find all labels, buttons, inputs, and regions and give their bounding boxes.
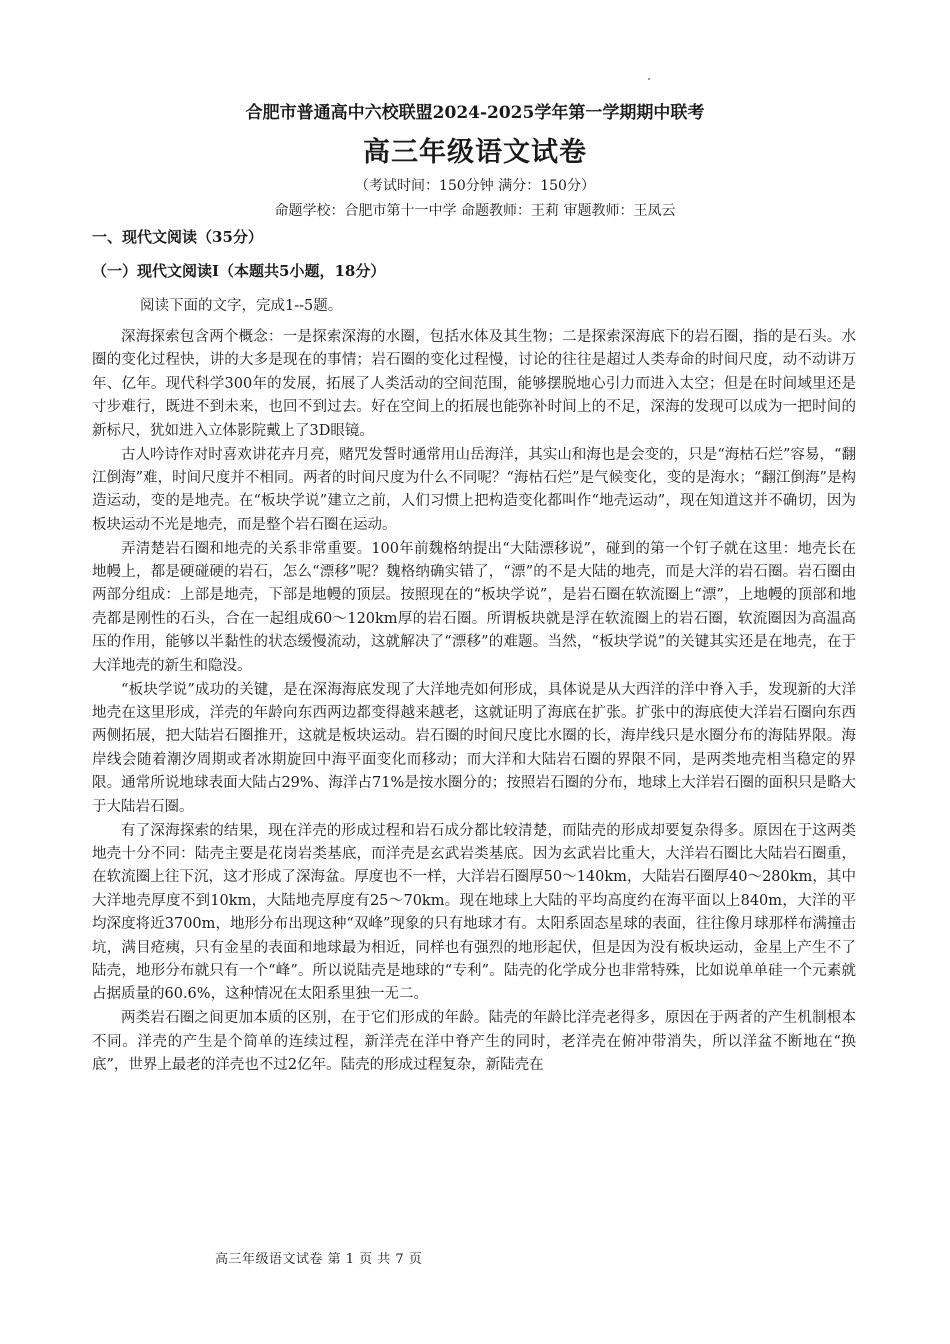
passage-paragraph: “板块学说”成功的关键，是在深海海底发现了大洋地壳如何形成，具体说是从大西洋的洋中脊入手，发现新的大洋地壳在这里形成，洋壳的年龄向东西两边都变得越来越老，这就证明了海底在扩张。扩张中的海底使大洋岩石圈向东西两侧拓展，把大陆岩石圈推开，这就是板块运动。岩石圈的时间尺度比水圈的长，海岸线只是水圈分布的海陆界限。海岸线会随着潮汐周期或者冰期旋回中海平面变化而移动；而大洋和大陆岩石圈的界限不同，是两类地壳相当稳定的界限。通常所说地球表面大陆占29%、海洋占71%是按水圈分的；按照岩石圈的分布，地球上大洋岩石圈的面积只是略大于大陆岩石圈。 (92, 681, 856, 815)
section-heading-modern-reading: 一、现代文阅读（35分） (92, 228, 263, 246)
reading-instruction: 阅读下面的文字，完成1--5题。 (140, 298, 343, 314)
exam-authors: 命题学校：合肥市第十一中学 命题教师：王莉 审题教师：王凤云 (274, 203, 676, 219)
exam-subtitle: 高三年级语文试卷 (363, 137, 587, 168)
passage-body (92, 326, 856, 1078)
passage-paragraph: 有了深海探索的结果，现在洋壳的形成过程和岩石成分都比较清楚，而陆壳的形成却要复杂得多。原因在于这两类地壳十分不同：陆壳主要是花岗岩类基底，而洋壳是玄武岩类基底。因为玄武岩比重大，大洋岩石圈比大陆岩石圈重，在软流圈上往下沉，这才形成了深海盆。厚度也不一样，大洋岩石圈厚50～140km，大陆岩石圈厚40～280km，其中大洋地壳厚度不到10km，大陆地壳厚度有25～70km。现在地球上大陆的平均高度约在海平面以上840m，大洋的平均深度将近3700m，地形分布出现这种“双峰”现象的只有地球才有。太阳系固态星球的表面，往往像月球那样布满撞击坑，满目疮痍，只有金星的表面和地球最为相近，同样也有强烈的地形起伏，但是因为没有板块运动，金星上产生不了陆壳，地形分布就只有一个“峰”。所以说陆壳是地球的“专利”。陆壳的化学成分也非常特殊，比如说单单硅一个元素就占据质量的60.6%，这种情况在太阳系里独一无二。 (92, 822, 856, 1003)
passage-paragraph: 深海探索包含两个概念：一是探索深海的水圈，包括水体及其生物；二是探索深海底下的岩石圈，指的是石头。水圈的变化过程快，讲的大多是现在的事情；岩石圈的变化过程慢，讨论的往往是超过人类寿命的时间尺度，动不动讲万年、亿年。现代科学300年的发展，拓展了人类活动的空间范围，能够摆脱地心引力而进入太空；但是在时间域里还是寸步难行，既进不到未来，也回不到过去。好在空间上的拓展也能弥补时间上的不足，深海的发现可以成为一把时间的新标尺，犹如进入立体影院戴上了3D眼镜。 (92, 329, 856, 439)
exam-title: 合肥市普通高中六校联盟2024-2025学年第一学期期中联考 (245, 103, 705, 123)
exam-time-score: （考试时间：150分钟 满分：150分） (355, 178, 595, 194)
passage-paragraph: 古人吟诗作对时喜欢讲花卉月亮，赌咒发誓时通常用山岳海洋，其实山和海也是会变的，只是“海枯石烂”容易，“翻江倒海”难，时间尺度并不相同。两者的时间尺度为什么不同呢？“海枯石烂”是气候变化，变的是海水；“翻江倒海”是构造运动，变的是地壳。在“板块学说”建立之前，人们习惯上把构造变化都叫作“地壳运动”，现在知道这并不确切，因为板块运动不光是地壳，而是整个岩石圈在运动。 (92, 446, 856, 533)
page-footer: 高三年级语文试卷 第 1 页 共 7 页 (215, 1252, 423, 1267)
passage-paragraph: 弄清楚岩石圈和地壳的关系非常重要。100年前魏格纳提出“大陆漂移说”，碰到的第一个钉子就在这里：地壳长在地幔上，都是硬碰硬的岩石，怎么“漂移”呢？魏格纳确实错了，“漂”的不是大陆的地壳，而是大洋的岩石圈。岩石圈由两部分组成：上部是地壳，下部是地幔的顶层。按照现在的“板块学说”，是岩石圈在软流圈上“漂”，上地幔的顶部和地壳都是刚性的石头，合在一起组成60～120km厚的岩石圈。所谓板块就是浮在软流圈上的岩石圈，软流圈因为高温高压的作用，能够以半黏性的状态缓慢流动，这就解决了“漂移”的难题。当然，“板块学说”的关键其实还是在地壳，在于大洋地壳的新生和隐没。 (92, 540, 856, 674)
subsection-heading-reading-1: （一）现代文阅读Ⅰ（本题共5小题，18分） (92, 262, 386, 280)
scan-dot (648, 78, 650, 80)
passage-paragraph: 两类岩石圈之间更加本质的区别，在于它们形成的年龄。陆壳的年龄比洋壳老得多，原因在于两者的产生机制根本不同。洋壳的产生是个简单的连续过程，新洋壳在洋中脊产生的同时，老洋壳在俯冲带消失，所以洋盆不断地在“换底”，世界上最老的洋壳也不过2亿年。陆壳的形成过程复杂，新陆壳在 (92, 1010, 856, 1074)
